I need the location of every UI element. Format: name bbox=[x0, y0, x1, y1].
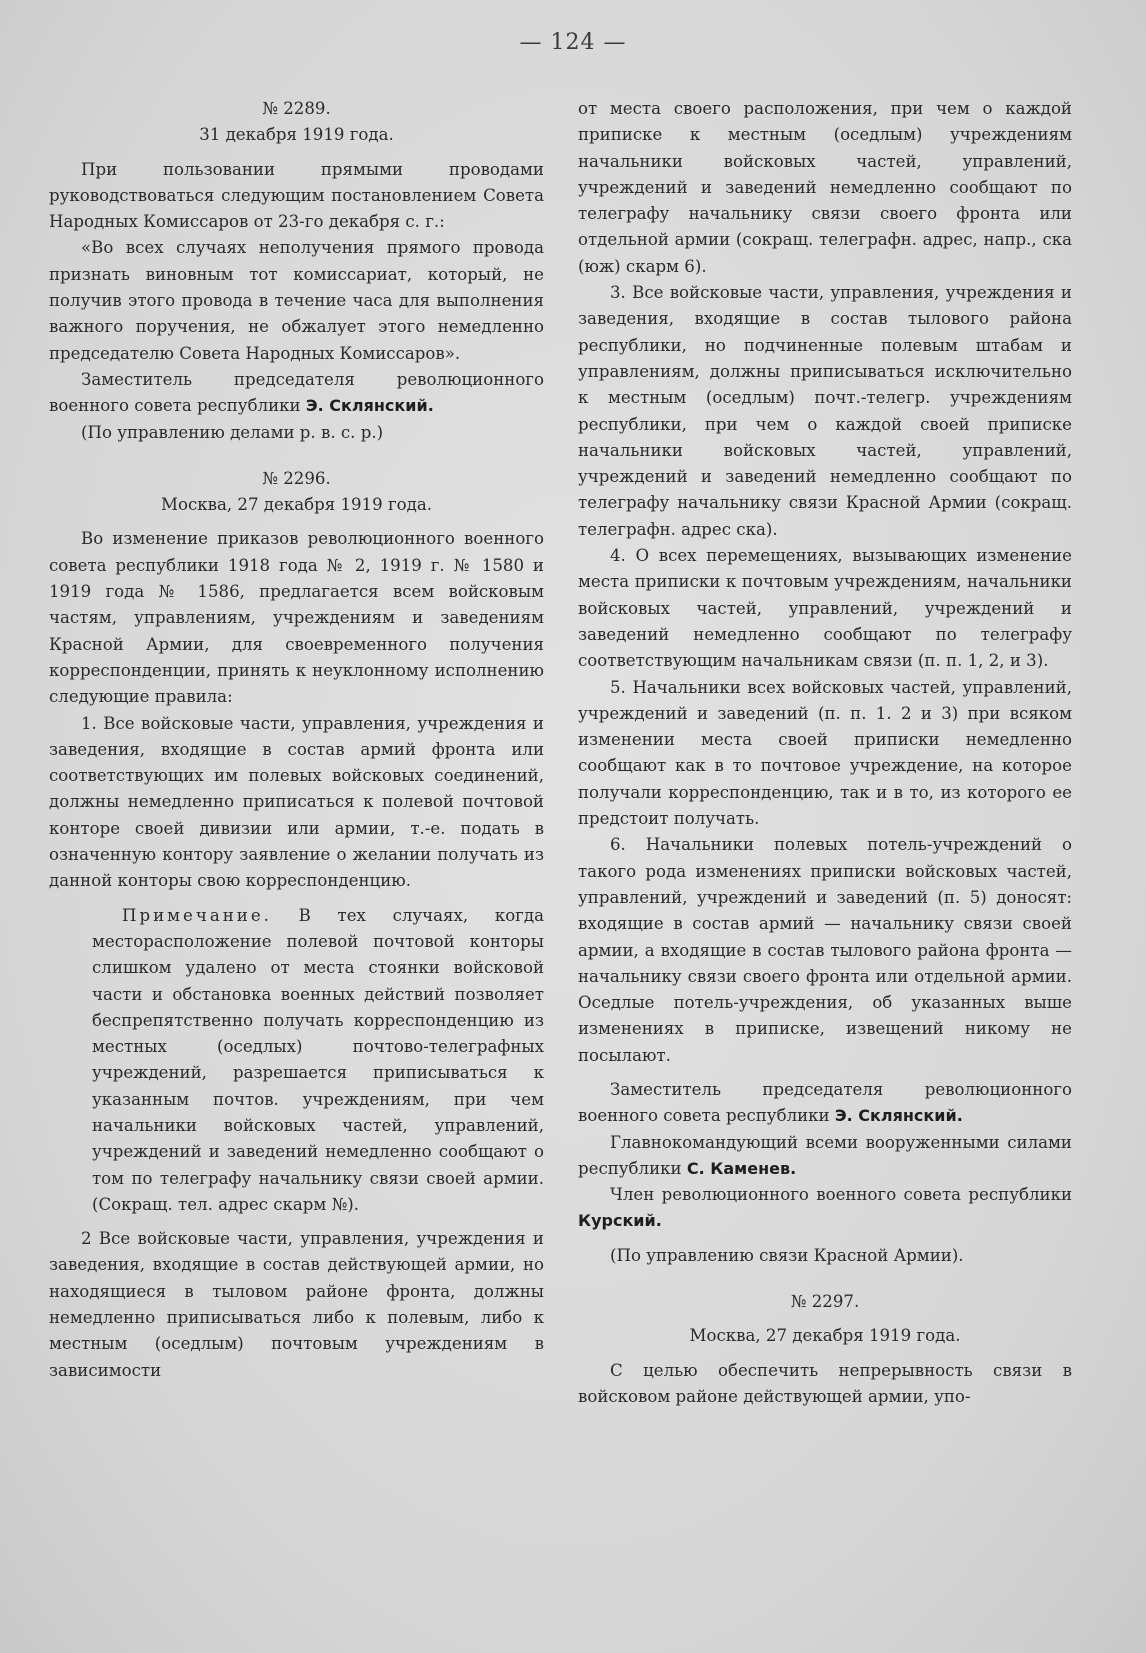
page-number: — 124 — bbox=[519, 30, 627, 55]
order-2296-signature-3 bbox=[578, 1182, 1072, 1235]
signature-title: Заместитель председателя революционного военного совета республики bbox=[49, 369, 544, 416]
order-2289-date: 31 декабря 1919 года. bbox=[199, 125, 394, 145]
signature-name: Э. Склянский. bbox=[834, 1106, 963, 1126]
order-2297-intro: С целью обеспечить непрерывность связи в войсковом районе действующей армии, упо- bbox=[578, 1360, 1072, 1406]
signature-title: Главнокомандующий всеми вооруженными силами республики bbox=[578, 1132, 1072, 1178]
note-label: Примечание. bbox=[122, 905, 272, 925]
order-2289-paragraph-2: «Во всех случаях неполучения прямого провода признать виновным тот комиссариат, который, не получив этого провода в течение часа для выполнения важного поручения, не обжалует этого немедленно председателю Совета Народных Комиссаров». bbox=[49, 238, 544, 363]
order-2296-rule-3: 3. Все войсковые части, управления, учреждения и заведения, входящие в состав тылового района республики, но подчиненные полевым штабам и управлениям, должны приписываться исключительно к местным (оседлым) почт.-телегр. учреждениям республики, при чем о каждой своей приписке начальники войсковых частей, управлений, учреждений и заведений немедленно сообщают по телеграфу начальнику связи Красной Армии (сокращ. телеграфн. адрес ска). bbox=[578, 283, 1072, 539]
signature-name: С. Каменев. bbox=[686, 1158, 797, 1178]
left-column bbox=[49, 96, 544, 1384]
signature-title: Член революционного военного совета республики bbox=[610, 1185, 1072, 1205]
order-2296-rule-2-continued: от места своего расположения, при чем о каждой приписке к местным (оседлым) учреждениям начальники войсковых частей, управлений, учреждений и заведений немедленно сообщают по телеграфу начальнику связи своего фронта или отдельной армии (сокращ. телеграфн. адрес, напр., ска (юж) скарм 6). bbox=[578, 99, 1072, 276]
order-2296-rule-1: 1. Все войсковые части, управления, учреждения и заведения, входящие в состав армий фронта или соответствующих им полевых войсковых соединений, должны немедленно приписаться к полевой почтовой конторе своей дивизии или армии, т.-е. подать в означенную контору заявление о желании получать из данной конторы свою корреспонденцию. bbox=[49, 713, 544, 891]
order-2289-source: (По управлению делами р. в. с. р.) bbox=[81, 422, 384, 442]
order-2296-date: Москва, 27 декабря 1919 года. bbox=[160, 495, 433, 515]
order-2296-signature-2 bbox=[578, 1130, 1072, 1183]
order-2297-number: № 2297. bbox=[790, 1292, 860, 1312]
order-2296-note bbox=[49, 903, 544, 1219]
order-2296-rule-2-start: 2 Все войсковые части, управления, учреждения и заведения, входящие в состав действующей армии, но находящиеся в тыловом районе фронта, должны немедленно приписываться либо к полевым, либо к местным (оседлым) почтовым учреждениям в зависимости bbox=[49, 1229, 544, 1380]
order-2296-signature-1 bbox=[578, 1077, 1072, 1130]
order-2289-signature bbox=[49, 367, 544, 420]
order-2296-source: (По управлению связи Красной Армии). bbox=[610, 1245, 964, 1265]
right-column bbox=[578, 96, 1072, 1410]
order-2296-rule-6: 6. Начальники полевых потель-учреждений о такого рода изменениях приписки войсковых частей, управлений, учреждений и заведений (п. 5) доносят: входящие в состав армий — начальнику связи своей армии, а входящие в состав тылового района фронта — начальнику связи своего фронта или отдельной армии. Оседлые потель-учреждения, об указанных выше изменениях в приписке, извещений никому не посылают. bbox=[578, 835, 1072, 1065]
note-text: В тех случаях, когда месторасположение полевой почтовой конторы слишком удалено от места стоянки войсковой части и обстановка военных действий позволяет беспрепятственно получать корреспонденцию из местных (оседлых) почтово-телеграфных учреждений, разрешается приписываться к указанным почтов. учреждениям, при чем начальники войсковых частей, управлений, учреждений и заведений немедленно сообщают о том по телеграфу начальнику связи своей армии. (Сокращ. тел. адрес скарм №). bbox=[92, 905, 544, 1214]
order-2296-rule-4: 4. О всех перемещениях, вызывающих изменение места приписки к почтовым учреждениям, начальники войсковых частей, управлений, учреждений и заведений немедленно сообщают по телеграфу соответствующим начальникам связи (п. п. 1, 2, и 3). bbox=[578, 546, 1072, 671]
signature-name: Курский. bbox=[578, 1211, 662, 1231]
signature-title: Заместитель председателя революционного военного совета республики bbox=[578, 1079, 1072, 1126]
order-2296-number: № 2296. bbox=[262, 468, 331, 488]
signature-name: Э. Склянский. bbox=[305, 396, 434, 416]
order-2289-number: № 2289. bbox=[262, 99, 331, 118]
order-2297-date: Москва, 27 декабря 1919 года. bbox=[689, 1326, 961, 1346]
order-2289-paragraph-1: При пользовании прямыми проводами руководствоваться следующим постановлением Совета Народных Комиссаров от 23-го декабря с. г.: bbox=[49, 159, 544, 232]
order-2296-intro: Во изменение приказов революционного военного совета республики 1918 года № 2, 1919 г. № 1580 и 1919 года № 1586, предлагается всем войсковым частям, управлениям, учреждениям и заведениям Красной Армии, для своевременного получения корреспонденции, принять к неуклонному исполнению следующие правила: bbox=[49, 529, 544, 707]
order-2296-rule-5: 5. Начальники всех войсковых частей, управлений, учреждений и заведений (п. п. 1. 2 и 3) при всяком изменении места своей приписки немедленно сообщают как в то почтовое учреждение, на которое получали корреспонденцию, так и в то, из которого ее предстоит получать. bbox=[578, 677, 1072, 829]
